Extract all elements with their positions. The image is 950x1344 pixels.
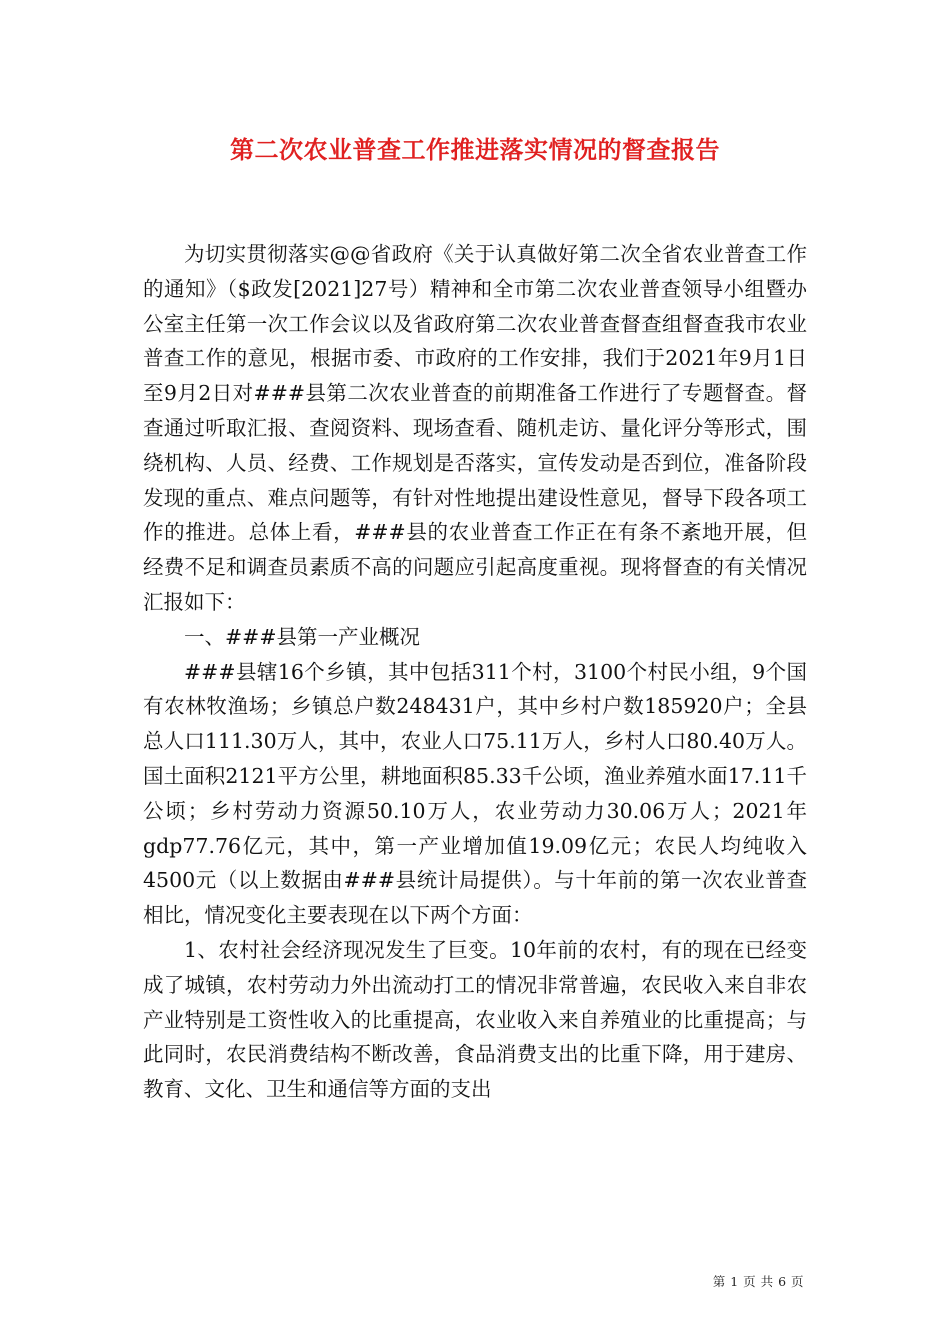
- intro-paragraph: 为切实贯彻落实@@省政府《关于认真做好第二次全省农业普查工作的通知》（$政发[2021]27号）精神和全市第二次农业普查领导小组暨办公室主任第一次工作会议以及省政府第二次农业普查督查组督查我市农业普查工作的意见，根据市委、市政府的工作安排，我们于2021年9月1日至9月2日对###县第二次农业普查的前期准备工作进行了专题督查。督查通过听取汇报、查阅资料、现场查看、随机走访、量化评分等形式，围绕机构、人员、经费、工作规划是否落实，宣传发动是否到位，准备阶段发现的重点、难点问题等，有针对性地提出建设性意见，督导下段各项工作的推进。总体上看，###县的农业普查工作正在有条不紊地开展，但经费不足和调查员素质不高的问题应引起高度重视。现将督查的有关情况汇报如下：: [143, 242, 807, 614]
- change-paragraph: 1、农村社会经济现况发生了巨变。10年前的农村，有的现在已经变成了城镇，农村劳动力外出流动打工的情况非常普遍，农民收入来自非农产业特别是工资性收入的比重提高，农业收入来自养殖业的比重提高；与此同时，农民消费结构不断改善，食品消费支出的比重下降，用于建房、教育、文化、卫生和通信等方面的支出: [143, 937, 807, 1102]
- overview-paragraph: ###县辖16个乡镇，其中包括311个村，3100个村民小组，9个国有农林牧渔场；乡镇总户数248431户，其中乡村户数185920户；全县总人口111.30万人，其中，农业人口75.11万人，乡村人口80.40万人。国土面积2121平方公里，耕地面积85.33千公顷，渔业养殖水面17.11千公顷；乡村劳动力资源50.10万人，农业劳动力30.06万人；2021年gdp77.76亿元，其中，第一产业增加值19.09亿元；农民人均纯收入4500元（以上数据由###县统计局提供）。与十年前的第一次农业普查相比，情况变化主要表现在以下两个方面：: [143, 659, 807, 928]
- document-title: 第二次农业普查工作推进落实情况的督查报告: [230, 135, 720, 164]
- page-number: 第 1 页 共 6 页: [712, 1274, 804, 1289]
- section-heading: 一、###县第一产业概况: [184, 624, 421, 649]
- document-body: [143, 237, 807, 1107]
